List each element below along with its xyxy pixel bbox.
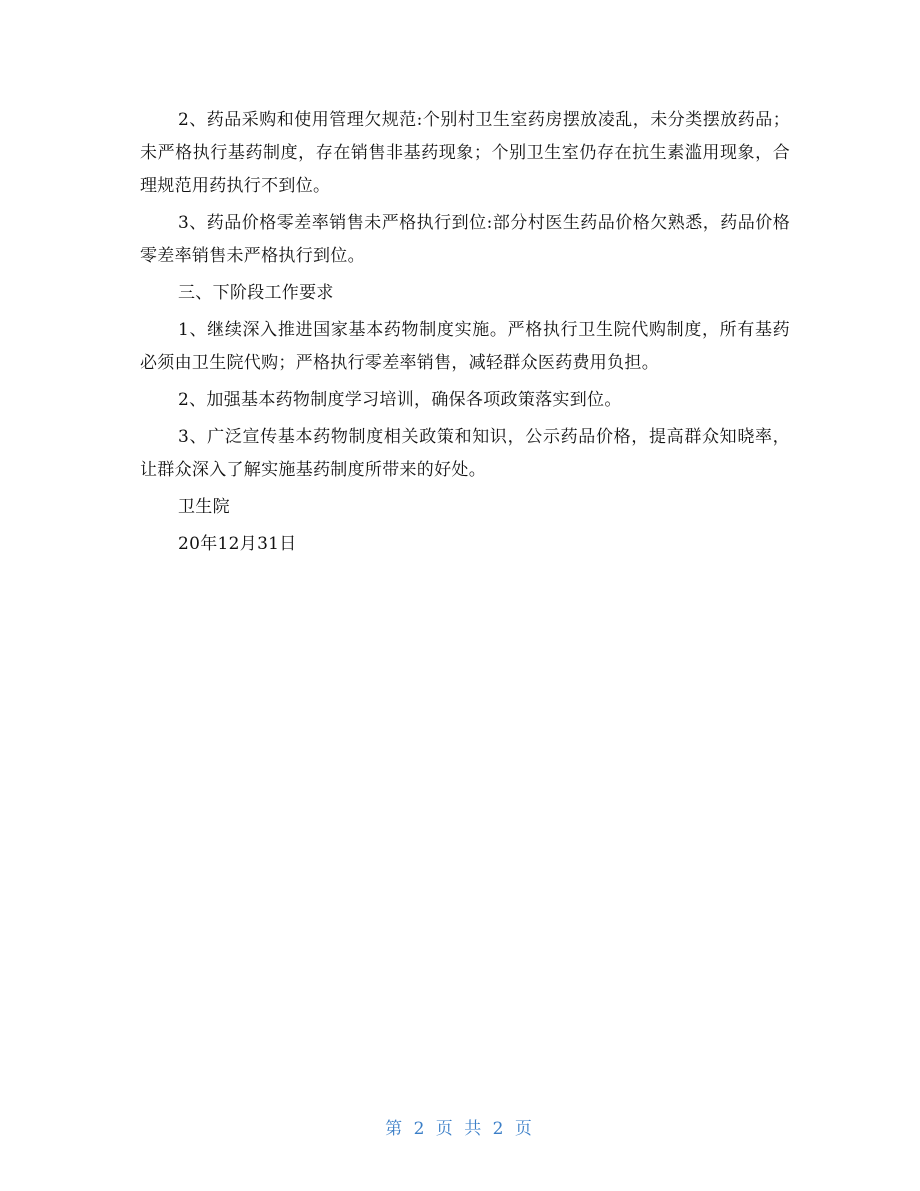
document-body: [140, 104, 790, 565]
paragraph-zero-markup: 3、药品价格零差率销售未严格执行到位:部分村医生药品价格欠熟悉，药品价格零差率销售未严格执行到位。: [140, 213, 790, 266]
paragraph-requirement-1: 1、继续深入推进国家基本药物制度实施。严格执行卫生院代购制度，所有基药必须由卫生院代购；严格执行零差率销售，减轻群众医药费用负担。: [140, 320, 790, 373]
signature-date: 20年12月31日: [178, 534, 297, 554]
paragraph-requirement-2: 2、加强基本药物制度学习培训，确保各项政策落实到位。: [178, 390, 622, 410]
paragraph-drug-procurement: 2、药品采购和使用管理欠规范:个别村卫生室药房摆放凌乱，未分类摆放药品；未严格执行基药制度，存在销售非基药现象；个别卫生室仍存在抗生素滥用现象，合理规范用药执行不到位。: [140, 110, 790, 196]
page-number-footer: 第 2 页 共 2 页: [385, 1119, 535, 1139]
paragraph-requirement-3: 3、广泛宣传基本药物制度相关政策和知识，公示药品价格，提高群众知晓率，让群众深入了解实施基药制度所带来的好处。: [140, 427, 790, 480]
section-heading-next-steps: 三、下阶段工作要求: [178, 283, 334, 303]
signature-organization: 卫生院: [178, 497, 230, 517]
